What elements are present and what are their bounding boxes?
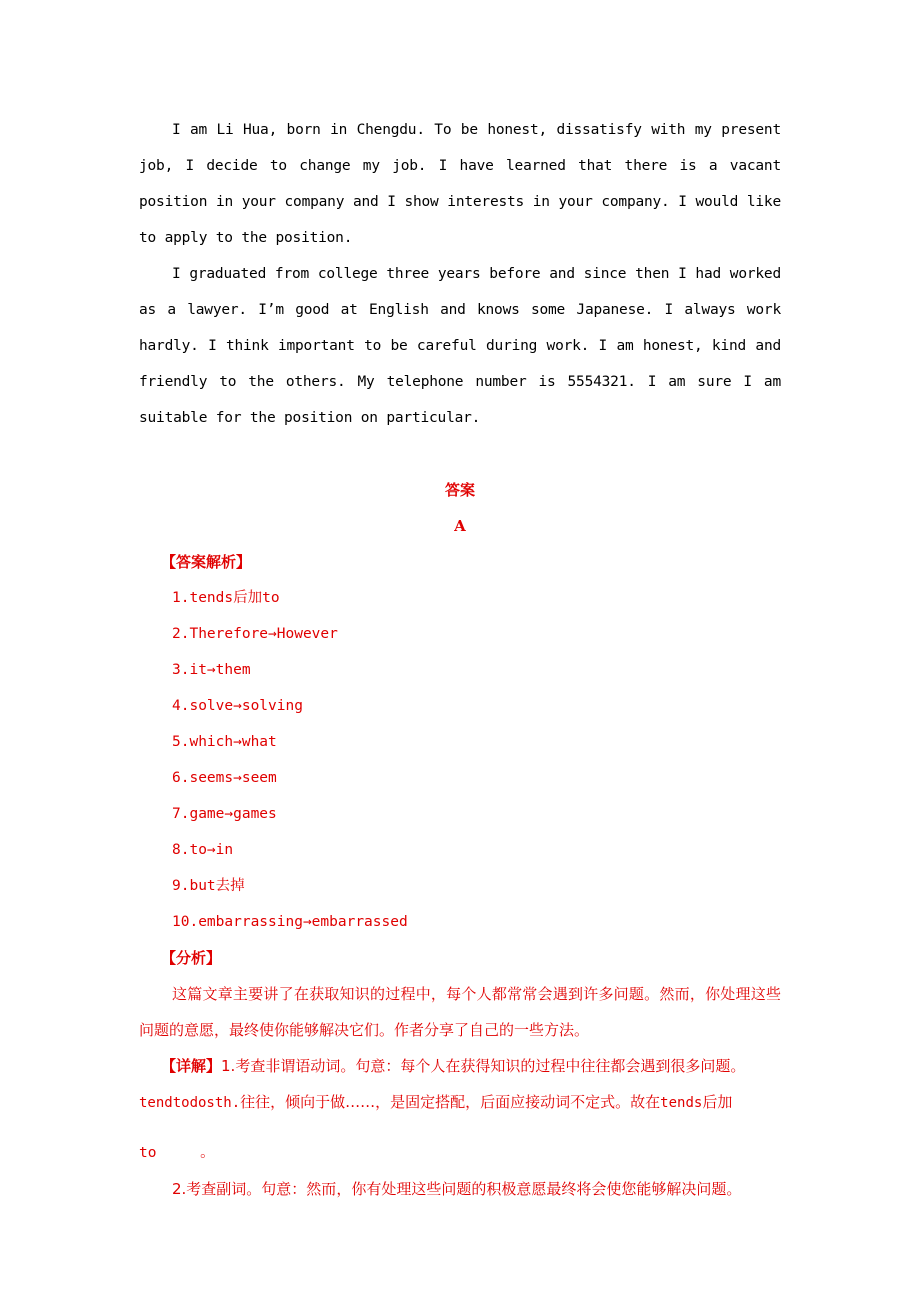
list-item: 1.tends后加to <box>172 590 280 606</box>
essay-paragraph-1: I am Li Hua, born in Chengdu. To be honest, dissatisfy with my present job, I decide to change my job. I have learned that there is a vacant position in your company and I show interests in your company. I would like to apply to the position. <box>139 122 781 246</box>
list-item: 3.it→them <box>172 662 251 678</box>
answer-analysis-label: 【答案解析】 <box>161 553 252 571</box>
list-item: 7.game→games <box>172 806 277 822</box>
detail-phrase: tendtodosth. <box>139 1095 241 1111</box>
list-item: 8.to→in <box>172 842 234 858</box>
answer-title: 答案 <box>444 481 475 499</box>
detail-phrase-2: tends <box>660 1095 703 1111</box>
detail-paragraph-1 <box>139 1048 781 1084</box>
detail-text-1b: 往往，倾向于做……，是固定搭配，后面应接动词不定式。故在 <box>240 1093 661 1111</box>
list-item: 9.but去掉 <box>172 878 245 894</box>
detail-paragraph-1b <box>139 1084 781 1121</box>
essay-paragraph-2: I graduated from college three years before and since then I had worked as a lawyer. I’m good at English and knows some Japanese. I always work hardly. I think important to be careful during work. I am honest, kind and friendly to the others. My telephone number is 5554321. I am sure I am suitable for the position on particular. <box>139 266 781 426</box>
list-item: 10.embarrassing→embarrassed <box>172 914 408 930</box>
list-item: 4.solve→solving <box>172 698 303 714</box>
answer-list <box>139 580 781 940</box>
list-item: 2.Therefore→However <box>172 626 338 642</box>
analysis-label: 【分析】 <box>161 949 222 967</box>
detail-text-1: 1.考查非谓语动词。句意：每个人在获得知识的过程中往往都会遇到很多问题。 <box>221 1057 746 1075</box>
list-item: 5.which→what <box>172 734 277 750</box>
document-page <box>139 112 781 1207</box>
answer-option: A <box>454 517 466 535</box>
list-item: 6.seems→seem <box>172 770 277 786</box>
detail-paragraph-1c: to 。 <box>139 1145 215 1161</box>
detail-label: 【详解】 <box>161 1057 222 1075</box>
spacer <box>139 436 781 472</box>
detail-text-1b-end: 后加 <box>702 1093 733 1111</box>
analysis-summary: 这篇文章主要讲了在获取知识的过程中，每个人都常常会遇到许多问题。然而，你处理这些问题的意愿，最终使你能够解决它们。作者分享了自己的一些方法。 <box>139 985 781 1039</box>
detail-paragraph-2: 2.考查副词。句意：然而，你有处理这些问题的积极意愿最终将会使您能够解决问题。 <box>172 1180 742 1198</box>
